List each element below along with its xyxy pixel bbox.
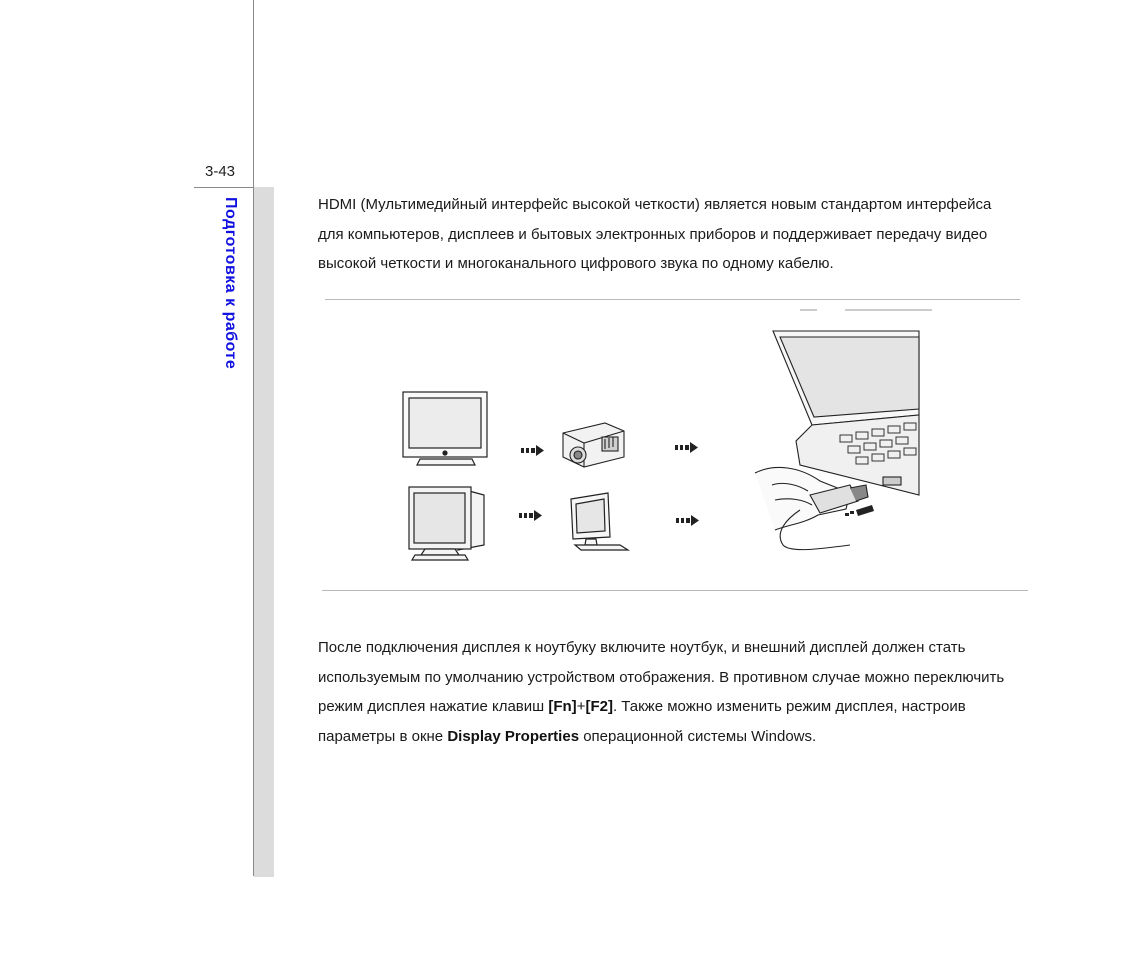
instructions-text-1: После подключения дисплея к ноутбуку включите ноутбук, и внешний дисплей должен стать используемым по умолчанию устройством отображения. В противном случае можно переключить режим дисплея нажатие клавиш [318,639,1005,715]
intro-paragraph: HDMI (Мультимедийный интерфейс высокой четкости) является новым стандартом интерфейса для компьютеров, дисплеев и бытовых электронных приборов и поддерживает передачу видео высокой четкости и многоканального цифрового звука по одному кабелю. [318,196,992,272]
crt-monitor-icon [409,487,484,560]
arrow-icon [521,445,544,456]
laptop-hdmi-icon [755,310,932,550]
lcd-tv-icon [403,392,487,465]
page-number: 3-43 [205,163,236,180]
projector-icon [563,423,624,467]
instructions-text-2: . Также можно изменить режим дисплея, настроив параметры в окне [318,698,966,745]
section-title: Подготовка к работе [222,197,239,370]
instructions-text-3: операционной системы Windows. [579,727,817,745]
page-number-rule [194,187,254,188]
key-fn: [Fn] [548,698,577,715]
arrow-icon [519,510,542,521]
margin-gray-band [254,187,274,877]
key-f2: [F2] [585,698,613,715]
lcd-monitor-icon [571,493,628,550]
instructions-paragraph [318,633,1018,751]
figure-bottom-rule [322,590,1028,591]
figure-top-rule [325,299,1020,300]
arrow-icon [676,515,699,526]
key-plus: + [576,698,586,715]
arrow-icon [675,442,698,453]
display-properties-label: Display Properties [447,727,580,745]
hdmi-connection-figure [380,305,940,565]
